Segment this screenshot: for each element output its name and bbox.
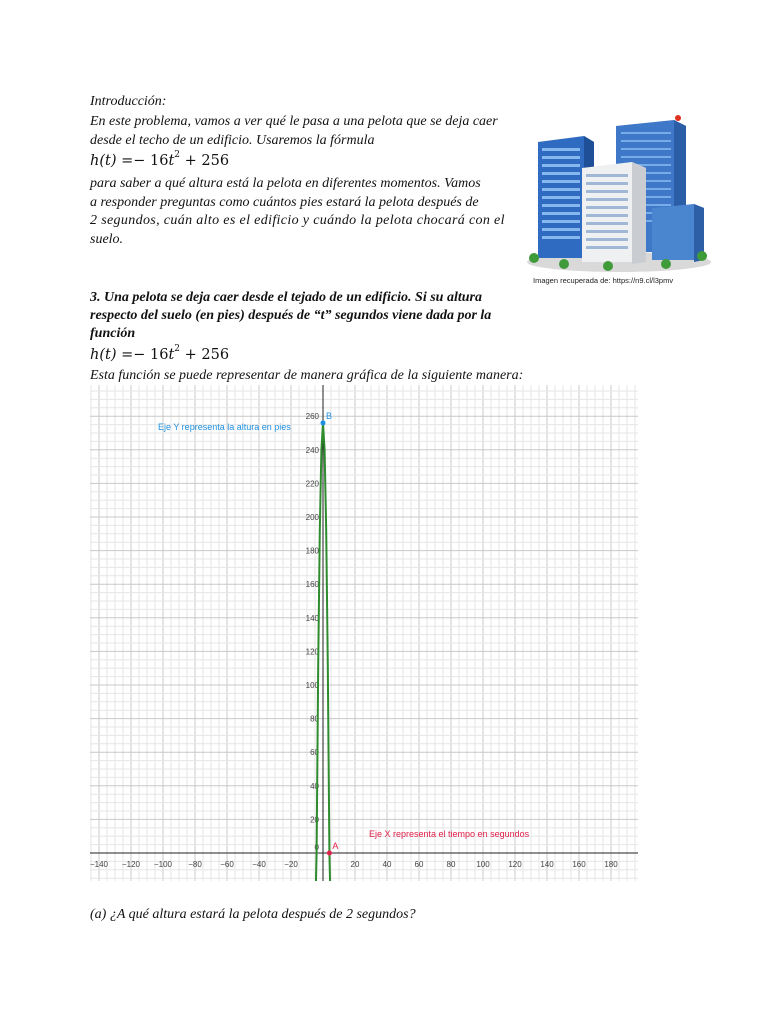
y-tick-label: 240 (305, 445, 319, 455)
formula-eq: =− 16 (116, 346, 169, 363)
problem-formula (90, 346, 229, 363)
formula-h: h(t) (90, 346, 117, 363)
intro-line-4: a responder preguntas como cuántos pies estará la pelota después de (90, 195, 479, 210)
x-tick-label: 120 (508, 860, 522, 869)
y-tick-label: 260 (305, 412, 319, 422)
y-tick-label: 200 (305, 513, 319, 522)
y-tick-label: 40 (310, 781, 319, 791)
intro-line-1: En este problema, vamos a ver qué le pasa a una pelota que se deja caer (90, 114, 498, 129)
image-caption: Imagen recuperada de: https://n9.cl/l3pmv (533, 276, 674, 285)
annotation-y-axis: Eje Y representa la altura en pies (158, 422, 291, 432)
x-tick-label: 20 (350, 860, 360, 869)
x-tick-label: −100 (153, 860, 173, 869)
x-tick-label: −140 (90, 860, 109, 869)
x-tick-label: 180 (604, 860, 618, 869)
formula-t: t (168, 152, 175, 169)
intro-line-5: 2 segundos, cuán alto es el edificio y cuándo la pelota chocará con el (90, 213, 505, 228)
x-tick-label: −60 (220, 860, 234, 869)
x-tick-label: −120 (121, 860, 141, 869)
y-tick-label: 180 (305, 546, 319, 556)
origin-label: 0 (314, 843, 319, 852)
x-tick-label: −40 (252, 860, 266, 869)
formula-exp: 2 (174, 150, 181, 160)
intro-line-2: desde el techo de un edificio. Usaremos la fórmula (90, 133, 375, 148)
formula-h: h(t) (90, 152, 117, 169)
y-tick-label: 120 (305, 647, 319, 657)
question-a: (a) ¿A qué altura estará la pelota después de 2 segundos? (90, 907, 416, 922)
intro-line-6: suelo. (90, 232, 124, 247)
y-tick-label: 140 (305, 613, 319, 623)
x-tick-label: 140 (540, 860, 554, 869)
point-label-a: A (332, 841, 339, 851)
formula-exp: 2 (174, 344, 181, 354)
x-tick-label: 60 (414, 860, 424, 869)
x-tick-label: 40 (382, 860, 392, 869)
x-tick-label: −80 (188, 860, 202, 869)
function-graph (90, 385, 638, 881)
problem-line-4: Esta función se puede representar de manera gráfica de la siguiente manera: (90, 368, 524, 383)
intro-formula (90, 152, 229, 169)
problem-line-3: función (90, 326, 136, 341)
formula-eq: =− 16 (116, 152, 169, 169)
formula-rest: + 256 (180, 346, 230, 363)
x-tick-label: 100 (476, 860, 490, 869)
problem-line-2: respecto del suelo (en pies) después de “t” segundos viene dada por la (90, 308, 492, 323)
y-tick-label: 60 (310, 748, 319, 758)
intro-line-3: para saber a qué altura está la pelota en diferentes momentos. Vamos (90, 176, 481, 191)
problem-line-1: 3. Una pelota se deja caer desde el tejado de un edificio. Si su altura (90, 290, 482, 305)
formula-rest: + 256 (180, 152, 230, 169)
point-a (327, 851, 332, 856)
y-tick-label: 80 (310, 714, 319, 724)
formula-t: t (168, 346, 175, 363)
buildings-image (524, 112, 714, 274)
x-tick-label: 80 (446, 860, 456, 869)
x-tick-label: −20 (284, 860, 298, 869)
x-tick-label: 160 (572, 860, 586, 869)
intro-heading: Introducción: (90, 94, 167, 109)
point-b (321, 420, 326, 425)
point-label-b: B (326, 410, 333, 421)
y-tick-label: 220 (305, 479, 319, 489)
y-tick-label: 100 (305, 681, 319, 690)
annotation-x-axis: Eje X representa el tiempo en segundos (369, 829, 530, 839)
y-tick-label: 160 (305, 580, 319, 590)
y-tick-label: 20 (310, 815, 319, 825)
